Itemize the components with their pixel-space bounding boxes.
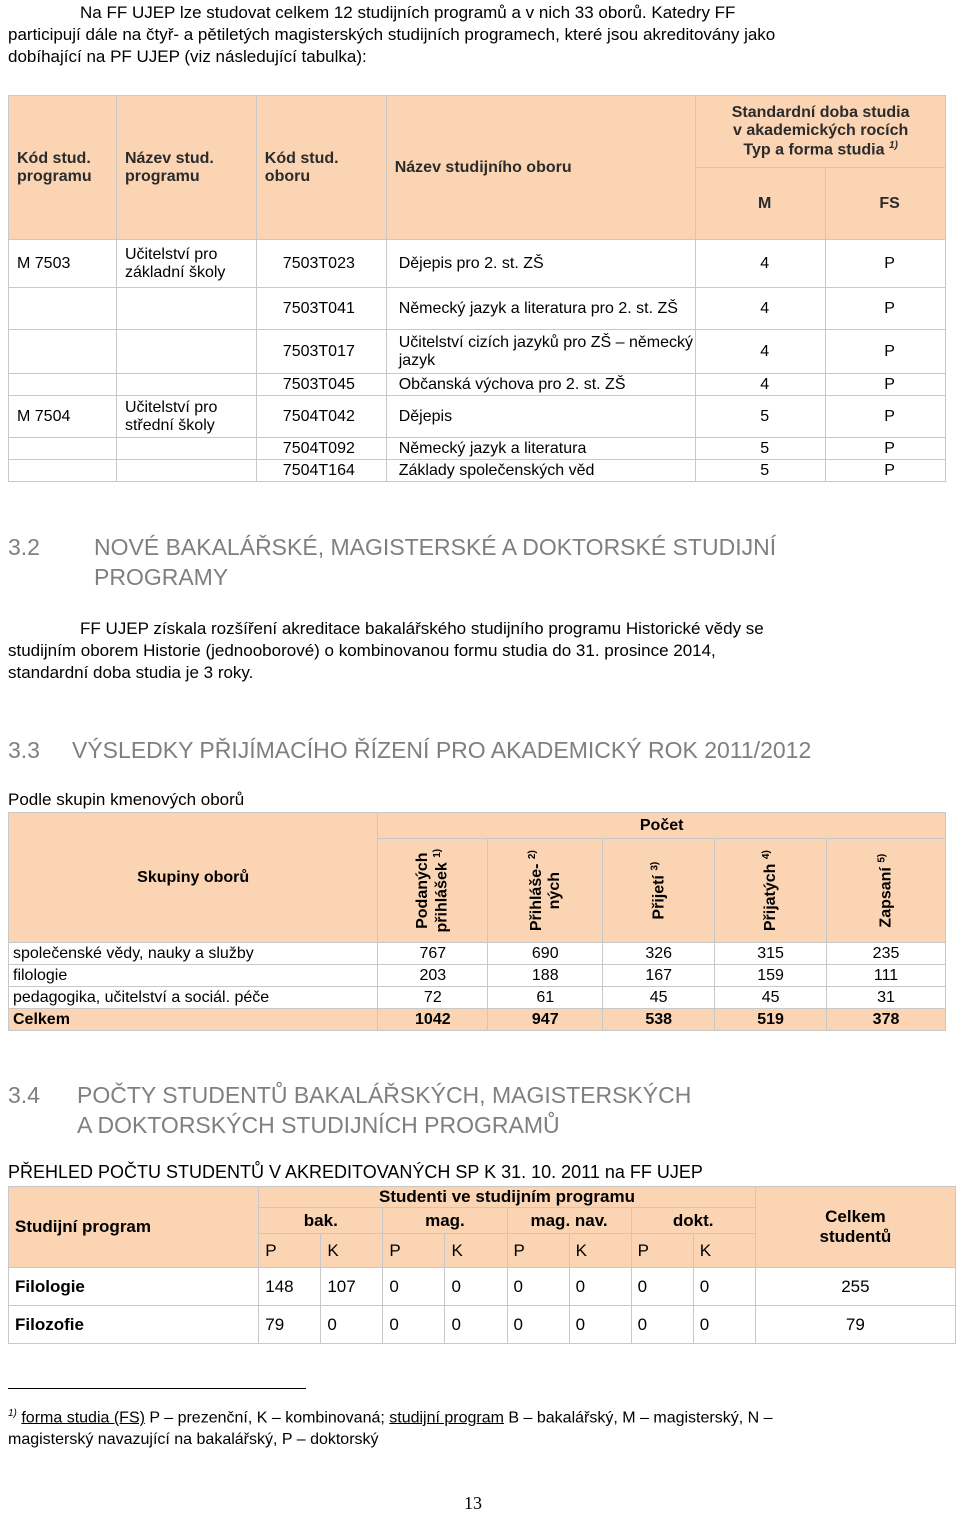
- header-prijeti: Přijetí $^{3)}$: [603, 839, 715, 943]
- cell-value: 111: [827, 965, 946, 987]
- header-prijatych: Přijatých $^{4)}$: [715, 839, 827, 943]
- cell-value: 690: [488, 943, 603, 965]
- cell-kod-programu: [9, 438, 117, 460]
- section-number: 3.4: [8, 1082, 40, 1108]
- cell-nazev-oboru: Základy společenských věd: [386, 460, 696, 482]
- section-heading-3-3: [8, 735, 952, 765]
- cell-nazev-oboru: Učitelství cizích jazyků pro ZŠ – německý jazyk: [386, 330, 696, 374]
- footnote-line-2: magisterský navazující na bakalářský, P – doktorský: [8, 1431, 379, 1449]
- intro-paragraph: [8, 2, 952, 68]
- cell-total: 79: [755, 1306, 955, 1344]
- cell-nazev-programu: Učitelství pro základní školy: [116, 240, 256, 288]
- cell-m: 5: [696, 460, 826, 482]
- cell-m: 4: [696, 240, 826, 288]
- header-studenti: Studenti ve studijním programu: [259, 1187, 756, 1208]
- cell-value: 0: [631, 1268, 693, 1306]
- cell-value: 0: [693, 1268, 755, 1306]
- cell-kod-oboru: 7504T042: [256, 396, 386, 438]
- cell-value: 0: [631, 1306, 693, 1344]
- students-table: [8, 1186, 956, 1344]
- cell-kod-programu: [9, 330, 117, 374]
- footnote-link-forma: forma studia (FS): [21, 1409, 145, 1427]
- header-form: P: [259, 1234, 321, 1268]
- cell-value: 107: [321, 1268, 383, 1306]
- header-celkem: Celkem studentů: [755, 1187, 955, 1268]
- row-label: společenské vědy, nauky a služby: [9, 943, 378, 965]
- cell-value: 188: [488, 965, 603, 987]
- header-m: M: [696, 168, 826, 240]
- cell-value: 767: [378, 943, 488, 965]
- section-title: VÝSLEDKY PŘIJÍMACÍHO ŘÍZENÍ PRO AKADEMICKÝ ROK 2011/2012: [72, 737, 812, 763]
- footnote-link-program: studijní program: [389, 1409, 504, 1427]
- cell-fs: P: [826, 396, 946, 438]
- cell-kod-programu: [9, 288, 117, 330]
- cell-value: 61: [488, 987, 603, 1009]
- header-level-mag-nav: mag. nav.: [507, 1208, 631, 1234]
- cell-nazev-programu: [116, 288, 256, 330]
- admissions-table: [8, 812, 946, 1031]
- cell-m: 5: [696, 438, 826, 460]
- intro-line-3: dobíhající na PF UJEP (viz následující tabulka):: [8, 47, 367, 66]
- cell-total: 538: [603, 1009, 715, 1031]
- cell-value: 167: [603, 965, 715, 987]
- section-heading-3-4: [8, 1080, 952, 1140]
- cell-nazev-oboru: Dějepis: [386, 396, 696, 438]
- cell-nazev-programu: [116, 460, 256, 482]
- header-level-mag: mag.: [383, 1208, 507, 1234]
- section-title-cont: A DOKTORSKÝCH STUDIJNÍCH PROGRAMŮ: [77, 1112, 560, 1138]
- cell-nazev-oboru: Německý jazyk a literatura: [386, 438, 696, 460]
- header-program: Studijní program: [9, 1187, 259, 1268]
- cell-value: 0: [569, 1268, 631, 1306]
- header-form: K: [321, 1234, 383, 1268]
- header-kod-oboru: Kód stud. oboru: [256, 96, 386, 240]
- cell-value: 45: [603, 987, 715, 1009]
- footnote-divider: [8, 1388, 306, 1389]
- cell-fs: P: [826, 288, 946, 330]
- cell-fs: P: [826, 330, 946, 374]
- row-label: pedagogika, učitelství a sociál. péče: [9, 987, 378, 1009]
- cell-value: 0: [383, 1268, 445, 1306]
- cell-nazev-oboru: Dějepis pro 2. st. ZŠ: [386, 240, 696, 288]
- cell-total: 378: [827, 1009, 946, 1031]
- row-label-total: Celkem: [9, 1009, 378, 1031]
- cell-total: 255: [755, 1268, 955, 1306]
- cell-value: 315: [715, 943, 827, 965]
- header-form: P: [631, 1234, 693, 1268]
- cell-kod-oboru: 7503T041: [256, 288, 386, 330]
- section-number: 3.3: [8, 737, 40, 763]
- study-programs-table: [8, 95, 946, 482]
- header-form: K: [693, 1234, 755, 1268]
- cell-kod-oboru: 7503T017: [256, 330, 386, 374]
- row-label: filologie: [9, 965, 378, 987]
- cell-m: 4: [696, 330, 826, 374]
- cell-total: 1042: [378, 1009, 488, 1031]
- header-fs: FS: [826, 168, 946, 240]
- cell-value: 148: [259, 1268, 321, 1306]
- row-label: Filologie: [9, 1268, 259, 1306]
- header-nazev-oboru: Název studijního oboru: [386, 96, 696, 240]
- cell-kod-oboru: 7504T164: [256, 460, 386, 482]
- cell-nazev-programu: Učitelství pro střední školy: [116, 396, 256, 438]
- cell-value: 203: [378, 965, 488, 987]
- cell-kod-oboru: 7504T092: [256, 438, 386, 460]
- cell-fs: P: [826, 240, 946, 288]
- header-pocet: Počet: [378, 813, 946, 839]
- cell-kod-oboru: 7503T023: [256, 240, 386, 288]
- cell-kod-programu: [9, 374, 117, 396]
- section-3-3-subtitle: Podle skupin kmenových oborů: [8, 790, 245, 809]
- header-form: P: [507, 1234, 569, 1268]
- header-level-bak: bak.: [259, 1208, 383, 1234]
- header-skupiny: Skupiny oborů: [9, 813, 378, 943]
- cell-fs: P: [826, 374, 946, 396]
- header-form: K: [569, 1234, 631, 1268]
- cell-value: 45: [715, 987, 827, 1009]
- header-form: P: [383, 1234, 445, 1268]
- cell-total: 519: [715, 1009, 827, 1031]
- cell-value: 326: [603, 943, 715, 965]
- cell-value: 0: [507, 1268, 569, 1306]
- row-label: Filozofie: [9, 1306, 259, 1344]
- cell-total: 947: [488, 1009, 603, 1031]
- cell-m: 5: [696, 396, 826, 438]
- cell-nazev-programu: [116, 330, 256, 374]
- cell-value: 0: [445, 1306, 507, 1344]
- header-prihlasenych: Přihláše- $^{2)}$ ných: [488, 839, 603, 943]
- intro-line-1: Na FF UJEP lze studovat celkem 12 studijních programů a v nich 33 oborů. Katedry FF: [80, 3, 736, 22]
- cell-kod-programu: M 7504: [9, 396, 117, 438]
- section-title: NOVÉ BAKALÁŘSKÉ, MAGISTERSKÉ A DOKTORSKÉ STUDIJNÍ: [94, 534, 777, 560]
- header-form: K: [445, 1234, 507, 1268]
- header-podanych: Podaných přihlášek $^{1)}$: [378, 839, 488, 943]
- page-number: 13: [464, 1493, 482, 1513]
- section-3-4-subtitle: PŘEHLED POČTU STUDENTŮ V AKREDITOVANÝCH SP K 31. 10. 2011 na FF UJEP: [8, 1162, 703, 1182]
- cell-kod-oboru: 7503T045: [256, 374, 386, 396]
- cell-value: 0: [693, 1306, 755, 1344]
- header-level-dokt: dokt.: [631, 1208, 755, 1234]
- intro-line-2: participují dále na čtyř- a pětiletých magisterských studijních programech, které jsou akreditovány jako: [8, 25, 776, 44]
- footnote-marker: 1): [8, 1408, 17, 1419]
- cell-value: 0: [507, 1306, 569, 1344]
- cell-value: 159: [715, 965, 827, 987]
- section-title: POČTY STUDENTŮ BAKALÁŘSKÝCH, MAGISTERSKÝCH: [77, 1082, 692, 1108]
- cell-value: 0: [383, 1306, 445, 1344]
- cell-nazev-oboru: Německý jazyk a literatura pro 2. st. ZŠ: [386, 288, 696, 330]
- cell-value: 0: [445, 1268, 507, 1306]
- cell-fs: P: [826, 438, 946, 460]
- header-zapsani: Zapsaní $^{5)}$: [827, 839, 946, 943]
- cell-nazev-programu: [116, 374, 256, 396]
- header-doba-studia: Standardní doba studia v akademických rocích Typ a forma studia $^{1)}$: [696, 96, 946, 168]
- section-3-2-paragraph: FF UJEP získala rozšíření akreditace bakalářského studijního programu Historické vědy se studijním oborem Historie (jednooborové) o kombinovanou formu studia do 31. prosince 2014, standardní doba studia je 3 roky.: [8, 619, 764, 682]
- section-title-cont: PROGRAMY: [94, 564, 229, 590]
- cell-nazev-programu: [116, 438, 256, 460]
- section-heading-3-2: [8, 532, 952, 592]
- cell-value: 31: [827, 987, 946, 1009]
- cell-value: 72: [378, 987, 488, 1009]
- cell-value: 79: [259, 1306, 321, 1344]
- cell-kod-programu: M 7503: [9, 240, 117, 288]
- cell-kod-programu: [9, 460, 117, 482]
- header-nazev-programu: Název stud. programu: [116, 96, 256, 240]
- footnote: $^{1)}$ forma studia (FS) P – prezenční, K – kombinovaná; studijní program B – bakalářský, M – magisterský, N – magisterský navazující na bakalářský, P – doktorský: [8, 1403, 952, 1451]
- cell-value: 0: [321, 1306, 383, 1344]
- cell-value: 235: [827, 943, 946, 965]
- cell-value: 0: [569, 1306, 631, 1344]
- header-kod-programu: Kód stud. programu: [9, 96, 117, 240]
- cell-m: 4: [696, 288, 826, 330]
- cell-fs: P: [826, 460, 946, 482]
- cell-m: 4: [696, 374, 826, 396]
- cell-nazev-oboru: Občanská výchova pro 2. st. ZŠ: [386, 374, 696, 396]
- section-number: 3.2: [8, 534, 40, 560]
